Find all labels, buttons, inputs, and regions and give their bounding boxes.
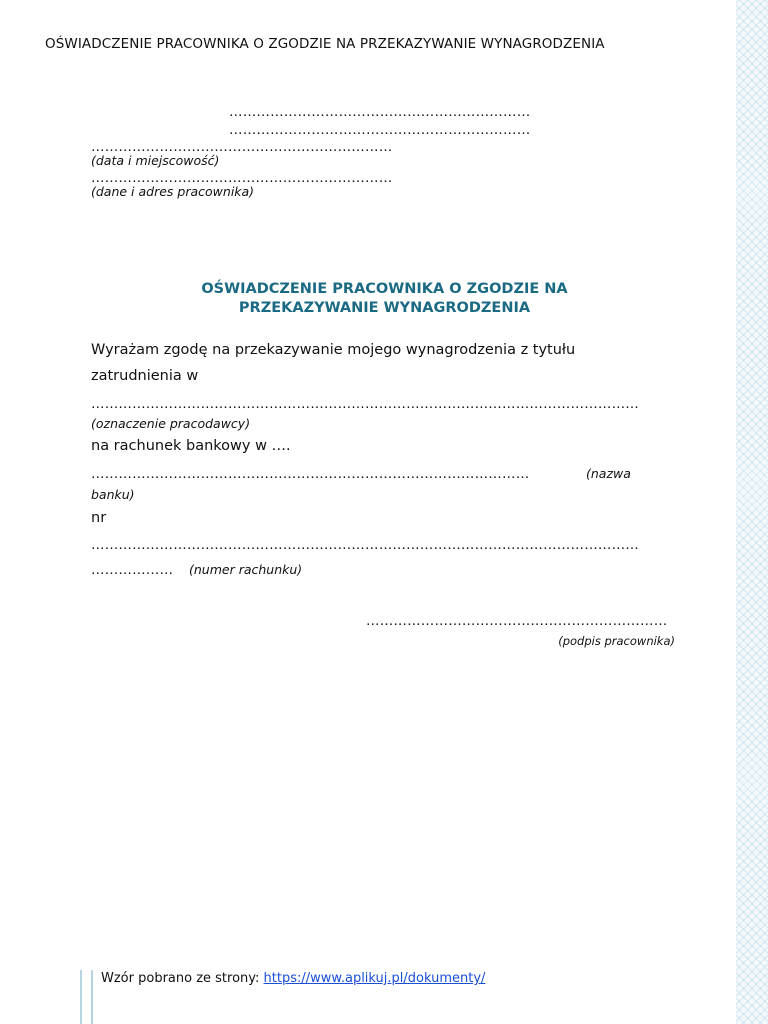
date-place-caption: (data i miejscowość): [91, 153, 220, 168]
employer-caption: (oznaczenie pracodawcy): [91, 416, 251, 431]
employer-line: …………………………………………………………………………………………………………: [91, 396, 639, 412]
account-number-label: nr: [91, 510, 107, 526]
bank-name-caption-b: banku): [91, 487, 135, 502]
account-number-caption: (numer rachunku): [189, 562, 303, 577]
address-line-1: …………………………………………………………: [229, 104, 531, 120]
date-place-line: …………………………………………………………: [91, 139, 393, 155]
footer-prefix: Wzór pobrano ze strony:: [101, 971, 264, 986]
footer-decorative-bars: [80, 970, 93, 1024]
employee-data-line: …………………………………………………………: [91, 170, 393, 186]
page-header: OŚWIADCZENIE PRACOWNIKA O ZGODZIE NA PRZEKAZYWANIE WYNAGRODZENIA: [45, 36, 605, 52]
decorative-side-stripe: [736, 0, 768, 1024]
consent-text-line-2: zatrudnienia w: [91, 368, 199, 384]
employee-data-caption: (dane i adres pracownika): [91, 184, 255, 199]
bank-account-text: na rachunek bankowy w ….: [91, 438, 291, 454]
footer-note: [101, 971, 485, 986]
signature-caption: (podpis pracownika): [558, 634, 675, 648]
account-number-line: …………………………………………………………………………………………………………: [91, 537, 639, 553]
bank-name-caption-a: (nazwa: [586, 466, 631, 481]
consent-text-line-1: Wyrażam zgodę na przekazywanie mojego wynagrodzenia z tytułu: [91, 342, 576, 358]
document-title-line-1: OŚWIADCZENIE PRACOWNIKA O ZGODZIE NA: [201, 281, 568, 297]
account-number-line-2: ………………: [91, 562, 174, 578]
document-title: [92, 280, 677, 318]
footer-link[interactable]: https://www.aplikuj.pl/dokumenty/: [263, 971, 486, 986]
document-title-line-2: PRZEKAZYWANIE WYNAGRODZENIA: [238, 300, 531, 316]
address-line-2: …………………………………………………………: [229, 122, 531, 138]
bank-name-line: ……………………………………………………………………………………: [91, 466, 530, 482]
signature-line: …………………………………………………………: [366, 613, 668, 629]
